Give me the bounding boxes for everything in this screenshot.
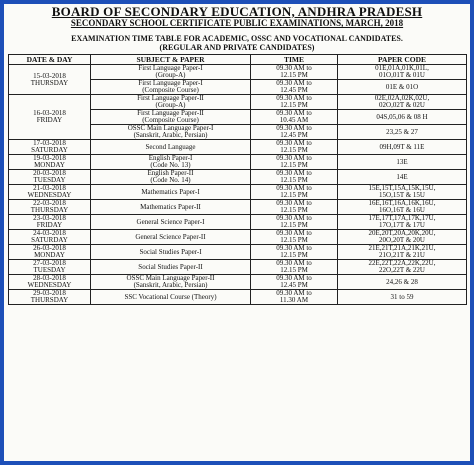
day: THURSDAY bbox=[30, 296, 69, 304]
table-row bbox=[9, 230, 467, 245]
time-cell bbox=[251, 125, 338, 140]
time-start: 09.30 AM to bbox=[276, 259, 312, 267]
subject-detail: (Composite Course) bbox=[142, 116, 199, 124]
time-end: 12.45 PM bbox=[280, 281, 308, 289]
timetable-subtitle: (REGULAR AND PRIVATE CANDIDATES) bbox=[159, 43, 315, 52]
code-cell bbox=[338, 95, 467, 110]
subject-cell bbox=[91, 215, 251, 230]
day: MONDAY bbox=[34, 251, 65, 259]
day: TUESDAY bbox=[33, 266, 66, 274]
date: 15-03-2018 bbox=[33, 71, 66, 80]
subject-cell bbox=[91, 230, 251, 245]
column-header-time: TIME bbox=[251, 55, 338, 65]
time-start: 09.30 AM to bbox=[276, 154, 312, 162]
table-row bbox=[9, 260, 467, 275]
day: MONDAY bbox=[34, 161, 65, 169]
paper-code: 31 to 59 bbox=[390, 292, 414, 301]
date: 20-03-2018 bbox=[33, 169, 66, 177]
time-start: 09.30 AM to bbox=[276, 94, 312, 102]
paper-code: 20E,20T,20A,20K,20U, bbox=[368, 229, 436, 237]
date-cell bbox=[9, 290, 91, 305]
date: 27-03-2018 bbox=[33, 259, 66, 267]
subject-detail: (Code No. 13) bbox=[150, 161, 191, 169]
code-cell bbox=[338, 260, 467, 275]
table-row bbox=[9, 140, 467, 155]
subject-detail: (Composite Course) bbox=[142, 86, 199, 94]
paper-code: 17E,17T,17A,17K,17U, bbox=[368, 214, 436, 222]
table-row bbox=[9, 275, 467, 290]
date: 16-03-2018 bbox=[33, 109, 66, 117]
subject-cell bbox=[91, 245, 251, 260]
date: 29-03-2018 bbox=[33, 289, 66, 297]
paper-code-cont: 16O,16T & 16U bbox=[379, 206, 425, 214]
subject-cell bbox=[91, 110, 251, 125]
subject: General Science Paper-I bbox=[136, 217, 205, 226]
time-cell bbox=[251, 65, 338, 80]
date-cell bbox=[9, 275, 91, 290]
date: 28-03-2018 bbox=[33, 274, 66, 282]
time-cell bbox=[251, 215, 338, 230]
code-cell bbox=[338, 155, 467, 170]
time-start: 09.30 AM to bbox=[276, 109, 312, 117]
time-start: 09.30 AM to bbox=[276, 199, 312, 207]
date: 17-03-2018 bbox=[33, 139, 66, 147]
subject-cell bbox=[91, 260, 251, 275]
date-cell bbox=[9, 245, 91, 260]
subject-cell bbox=[91, 200, 251, 215]
day: TUESDAY bbox=[33, 176, 66, 184]
subject: Mathematics Paper-I bbox=[141, 187, 200, 196]
code-cell bbox=[338, 65, 467, 80]
day: SATURDAY bbox=[31, 236, 68, 244]
subject: OSSC Main Language Paper-I bbox=[127, 124, 214, 132]
paper-code: 22E,22T,22A,22K,22U, bbox=[368, 259, 436, 267]
subject-cell bbox=[91, 125, 251, 140]
date-cell bbox=[9, 185, 91, 200]
time-end: 10.45 AM bbox=[279, 116, 309, 124]
subject-cell bbox=[91, 155, 251, 170]
time-cell bbox=[251, 170, 338, 185]
time-cell bbox=[251, 140, 338, 155]
date-cell bbox=[9, 155, 91, 170]
time-start: 09.30 AM to bbox=[276, 124, 312, 132]
subject: First Language Paper-I bbox=[138, 64, 203, 72]
subject: First Language Paper-II bbox=[137, 109, 204, 117]
time-cell bbox=[251, 290, 338, 305]
time-cell bbox=[251, 185, 338, 200]
subject-cell bbox=[91, 95, 251, 110]
paper-code: 13E bbox=[396, 157, 408, 166]
time-end: 12.15 PM bbox=[280, 176, 308, 184]
subject: OSSC Main Language Paper-II bbox=[126, 274, 215, 282]
date: 23-03-2018 bbox=[33, 214, 66, 222]
paper-code-cont: 17O,17T & 17U bbox=[379, 221, 425, 229]
time-cell bbox=[251, 155, 338, 170]
subject-cell bbox=[91, 170, 251, 185]
subject-cell bbox=[91, 275, 251, 290]
paper-code-cont: 22O,22T & 22U bbox=[379, 266, 425, 274]
time-start: 09.30 AM to bbox=[276, 169, 312, 177]
table-row bbox=[9, 245, 467, 260]
time-cell bbox=[251, 245, 338, 260]
time-start: 09.30 AM to bbox=[276, 289, 312, 297]
time-start: 09.30 AM to bbox=[276, 64, 312, 72]
time-cell bbox=[251, 275, 338, 290]
table-row bbox=[9, 155, 467, 170]
code-cell bbox=[338, 275, 467, 290]
code-cell bbox=[338, 170, 467, 185]
exam-title: SECONDARY SCHOOL CERTIFICATE PUBLIC EXAMINATIONS, MARCH, 2018 bbox=[70, 18, 404, 28]
time-cell bbox=[251, 95, 338, 110]
column-header-date: DATE & DAY bbox=[9, 55, 91, 65]
paper-code: 21E,21T,21A,21K,21U, bbox=[368, 244, 436, 252]
table-row bbox=[9, 215, 467, 230]
subject-cell bbox=[91, 290, 251, 305]
subject-detail: (Group-A) bbox=[155, 71, 186, 79]
time-start: 09.30 AM to bbox=[276, 214, 312, 222]
time-start: 09.30 AM to bbox=[276, 184, 312, 192]
date-cell bbox=[9, 230, 91, 245]
table-row bbox=[9, 185, 467, 200]
time-end: 12.15 PM bbox=[280, 71, 308, 79]
table-row bbox=[9, 65, 467, 80]
document-body bbox=[6, 5, 468, 459]
subject-detail: (Sanskrit, Arabic, Persian) bbox=[133, 131, 208, 139]
code-cell bbox=[338, 230, 467, 245]
time-cell bbox=[251, 200, 338, 215]
time-start: 09.30 AM to bbox=[276, 139, 312, 147]
paper-code: 14E bbox=[396, 172, 408, 181]
paper-code: 02E,02A,02K,02U, bbox=[374, 94, 430, 102]
table-row bbox=[9, 95, 467, 110]
time-end: 11.30 AM bbox=[279, 296, 309, 304]
paper-code: 01E & 01O bbox=[385, 82, 419, 91]
subject: Second Language bbox=[145, 142, 196, 151]
time-start: 09.30 AM to bbox=[276, 229, 312, 237]
day: SATURDAY bbox=[31, 146, 68, 154]
code-cell bbox=[338, 245, 467, 260]
time-cell bbox=[251, 110, 338, 125]
time-end: 12.45 PM bbox=[280, 131, 308, 139]
date-cell bbox=[9, 140, 91, 155]
code-cell bbox=[338, 110, 467, 125]
subject-cell bbox=[91, 185, 251, 200]
date: 21-03-2018 bbox=[33, 184, 66, 192]
subject-detail: (Sanskrit, Arabic, Persian) bbox=[133, 281, 208, 289]
table-header-row bbox=[9, 55, 467, 65]
date-cell bbox=[9, 95, 91, 140]
code-cell bbox=[338, 140, 467, 155]
date-cell bbox=[9, 65, 91, 95]
subject-detail: (Group-A) bbox=[155, 101, 186, 109]
time-end: 12.15 PM bbox=[280, 236, 308, 244]
paper-code-cont: 01O,01T & 01U bbox=[379, 71, 425, 79]
time-end: 12.15 PM bbox=[280, 191, 308, 199]
time-end: 12.15 PM bbox=[280, 146, 308, 154]
date-cell bbox=[9, 215, 91, 230]
paper-code: 24,26 & 28 bbox=[386, 277, 418, 286]
time-start: 09.30 AM to bbox=[276, 244, 312, 252]
day: THURSDAY bbox=[30, 206, 69, 214]
date: 26-03-2018 bbox=[33, 244, 66, 252]
subject: Social Studies Paper-II bbox=[138, 262, 203, 271]
subject-detail: (Code No. 14) bbox=[150, 176, 191, 184]
paper-code: 04S,05,06 & 08 H bbox=[376, 112, 428, 121]
paper-code-cont: 21O,21T & 21U bbox=[379, 251, 425, 259]
time-cell bbox=[251, 260, 338, 275]
subject: Mathematics Paper-II bbox=[140, 202, 201, 211]
time-end: 12.15 PM bbox=[280, 101, 308, 109]
code-cell bbox=[338, 185, 467, 200]
day: WEDNESDAY bbox=[27, 191, 72, 199]
board-title: BOARD OF SECONDARY EDUCATION, ANDHRA PRADESH bbox=[51, 4, 423, 19]
subject: First Language Paper-II bbox=[137, 94, 204, 102]
paper-code: 15E,15T,15A,15K,15U, bbox=[368, 184, 436, 192]
paper-code: 16E,16T,16A,16K,16U, bbox=[368, 199, 436, 207]
paper-code-cont: 15O,15T & 15U bbox=[379, 191, 425, 199]
date-cell bbox=[9, 200, 91, 215]
paper-code: 01E,01A,01K,01L, bbox=[375, 64, 429, 72]
time-cell bbox=[251, 230, 338, 245]
code-cell bbox=[338, 200, 467, 215]
time-end: 12.45 PM bbox=[280, 86, 308, 94]
paper-code: 23,25 & 27 bbox=[386, 127, 418, 136]
subject-cell bbox=[91, 65, 251, 80]
time-end: 12.15 PM bbox=[280, 206, 308, 214]
time-end: 12.15 PM bbox=[280, 266, 308, 274]
date-cell bbox=[9, 170, 91, 185]
subject: First Language Paper-I bbox=[138, 79, 203, 87]
date-cell bbox=[9, 260, 91, 275]
time-end: 12.15 PM bbox=[280, 251, 308, 259]
subject: English Paper-I bbox=[148, 154, 193, 162]
date: 24-03-2018 bbox=[33, 229, 66, 237]
code-cell bbox=[338, 80, 467, 95]
code-cell bbox=[338, 290, 467, 305]
subject-cell bbox=[91, 140, 251, 155]
day: THURSDAY bbox=[30, 78, 69, 87]
time-end: 12.15 PM bbox=[280, 161, 308, 169]
day: WEDNESDAY bbox=[27, 281, 72, 289]
table-row bbox=[9, 200, 467, 215]
day: FRIDAY bbox=[36, 221, 63, 229]
subject-cell bbox=[91, 80, 251, 95]
table-row bbox=[9, 290, 467, 305]
time-start: 09.30 AM to bbox=[276, 274, 312, 282]
date: 19-03-2018 bbox=[33, 154, 66, 162]
subject: Social Studies Paper-I bbox=[139, 247, 202, 256]
time-start: 09.30 AM to bbox=[276, 79, 312, 87]
day: FRIDAY bbox=[36, 116, 63, 124]
column-header-subject: SUBJECT & PAPER bbox=[91, 55, 251, 65]
column-header-code: PAPER CODE bbox=[338, 55, 467, 65]
code-cell bbox=[338, 125, 467, 140]
time-cell bbox=[251, 80, 338, 95]
subject: SSC Vocational Course (Theory) bbox=[124, 292, 217, 301]
timetable-title: EXAMINATION TIME TABLE FOR ACADEMIC, OSSC AND VOCATIONAL CANDIDATES. bbox=[71, 34, 403, 43]
paper-code: 09H,09T & 11E bbox=[379, 142, 425, 151]
subject: English Paper-II bbox=[147, 169, 194, 177]
table-row bbox=[9, 170, 467, 185]
paper-code-cont: 02O,02T & 02U bbox=[379, 101, 425, 109]
date: 22-03-2018 bbox=[33, 199, 66, 207]
paper-code-cont: 20O,20T & 20U bbox=[379, 236, 425, 244]
timetable bbox=[8, 54, 467, 305]
time-end: 12.15 PM bbox=[280, 221, 308, 229]
code-cell bbox=[338, 215, 467, 230]
subject: General Science Paper-II bbox=[135, 232, 206, 241]
